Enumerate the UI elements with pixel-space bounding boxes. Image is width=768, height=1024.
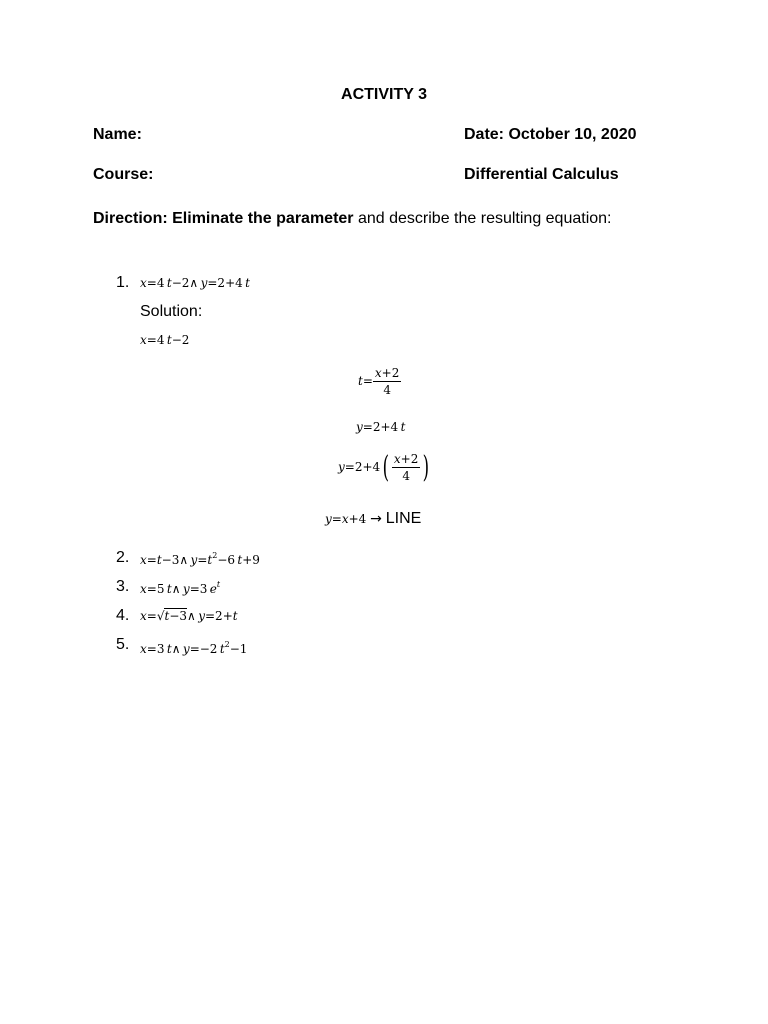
problem-equation: x=√t−3∧ y=2+t [140,609,238,623]
document-title: ACTIVITY 3 [341,86,427,103]
course-label: Course: [93,166,154,183]
name-label: Name: [93,126,142,143]
problem-equation: x=t−3∧ $y=t^2-6$ t+9 [140,551,260,567]
direction-text [93,204,633,233]
problem-equation: x=5 t∧ y=3 $e^t$ [140,580,221,596]
solution-step: t= $\frac{x+2}{4}$ [358,366,400,397]
result-word: LINE [385,510,422,527]
solution-label: Solution: [140,303,203,320]
solution-step: x=4 t−2 [140,333,190,347]
direction-bold-instruction: Eliminate the parameter [172,210,354,227]
problem-number: 4. [116,607,130,624]
right-arrow-icon: → [370,511,382,527]
problem-equation: x=4 t−2∧ y=2+4 t [140,276,250,290]
date-label: Date: October 10, 2020 [464,126,637,143]
subject-label: Differential Calculus [464,166,619,183]
problem-number: 2. [116,549,130,566]
direction-lead: Direction: [93,210,168,227]
problem-equation: x=3 t∧ y=−2 $t^2-1$ [140,640,248,656]
solution-result: y=x+4 → LINE [325,510,422,527]
problem-number: 1. [116,274,130,291]
solution-step: y=2+4( $\frac{x+2}{4}$ ) [338,449,430,485]
problem-number: 3. [116,578,130,595]
direction-rest: and describe the resulting equation: [357,210,612,227]
problem-number: 5. [116,636,130,653]
solution-step: y=2+4 t [356,420,406,434]
